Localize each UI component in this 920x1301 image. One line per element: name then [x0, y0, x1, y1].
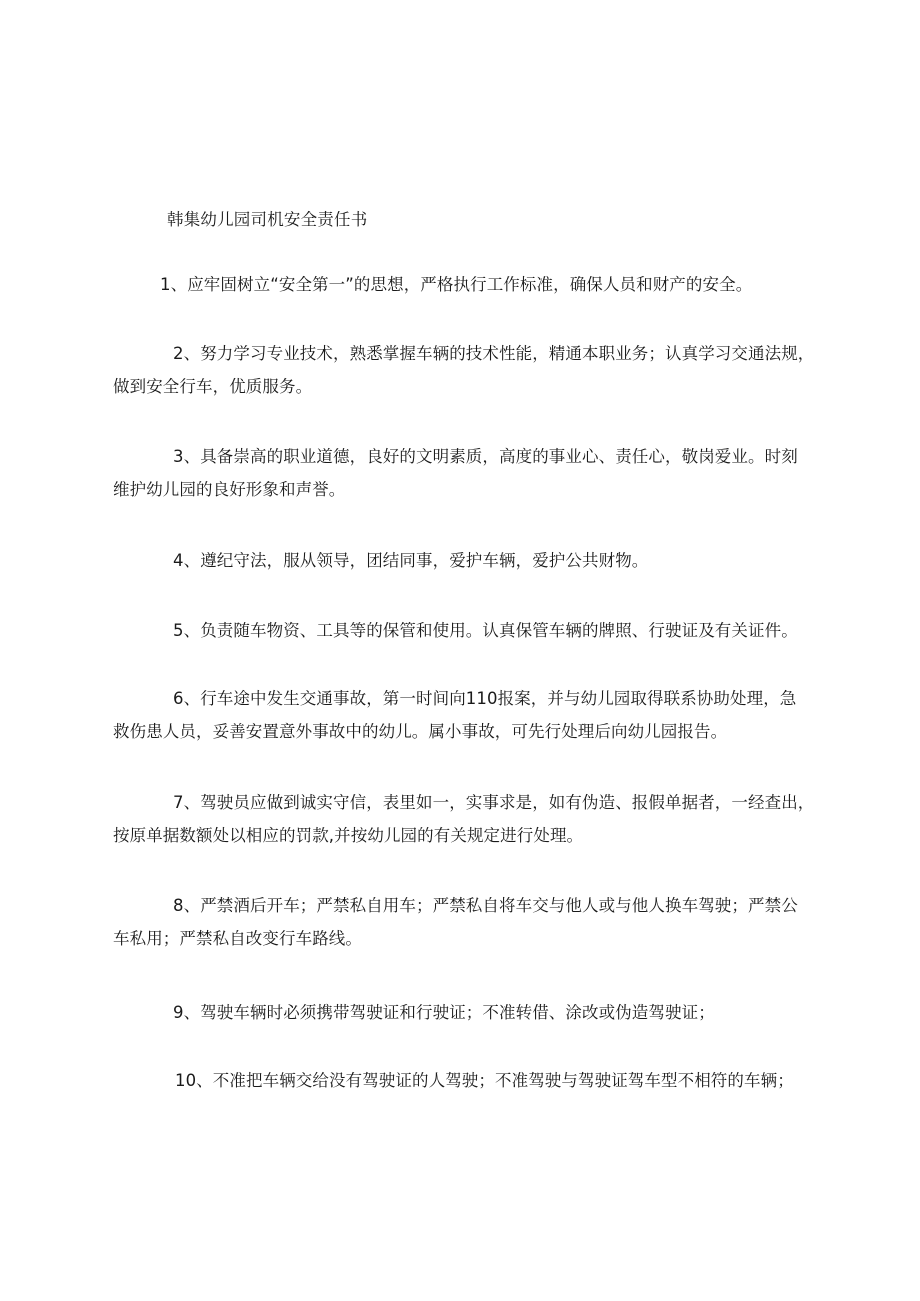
clause-7-line-2: 按原单据数额处以相应的罚款,并按幼儿园的有关规定进行处理。	[113, 826, 584, 845]
document-title: 韩集幼儿园司机安全责任书	[167, 210, 368, 229]
clause-1	[160, 268, 860, 301]
clause-10	[113, 1064, 813, 1097]
clause-3	[113, 440, 813, 506]
clause-7	[113, 786, 813, 852]
clause-10-line-1: 10、不准把车辆交给没有驾驶证的人驾驶；不准驾驶与驾驶证驾车型不相符的车辆；	[175, 1071, 794, 1090]
clause-4	[113, 544, 813, 577]
clause-6-line-2: 救伤患人员，妥善安置意外事故中的幼儿。属小事故，可先行处理后向幼儿园报告。	[113, 722, 728, 741]
clause-7-line-1: 7、驾驶员应做到诚实守信，表里如一，实事求是，如有伪造、报假单据者，一经查出，	[173, 793, 815, 812]
clause-2-line-2: 做到安全行车，优质服务。	[113, 377, 313, 396]
clause-3-line-1: 3、具备崇高的职业道德，良好的文明素质，高度的事业心、责任心，敬岗爱业。时刻	[173, 447, 798, 466]
clause-2-line-1: 2、努力学习专业技术，熟悉掌握车辆的技术性能，精通本职业务；认真学习交通法规，	[173, 344, 815, 363]
clause-6-line-1: 6、行车途中发生交通事故，第一时间向110报案，并与幼儿园取得联系协助处理，急	[173, 689, 797, 708]
clause-5	[113, 614, 813, 647]
clause-8-line-2: 车私用；严禁私自改变行车路线。	[113, 929, 362, 948]
clause-4-line-1: 4、遵纪守法，服从领导，团结同事，爱护车辆，爱护公共财物。	[173, 551, 649, 570]
clause-8	[113, 889, 813, 955]
clause-1-line-1: 1、应牢固树立“安全第一”的思想，严格执行工作标准，确保人员和财产的安全。	[160, 275, 753, 294]
clause-9-line-1: 9、驾驶车辆时必须携带驾驶证和行驶证；不准转借、涂改或伪造驾驶证；	[173, 1003, 715, 1022]
clause-5-line-1: 5、负责随车物资、工具等的保管和使用。认真保管车辆的牌照、行驶证及有关证件。	[173, 621, 798, 640]
clause-8-line-1: 8、严禁酒后开车；严禁私自用车；严禁私自将车交与他人或与他人换车驾驶；严禁公	[173, 896, 798, 915]
clause-6	[113, 682, 813, 748]
clause-9	[113, 996, 813, 1029]
clause-3-line-2: 维护幼儿园的良好形象和声誉。	[113, 480, 346, 499]
clause-2	[113, 337, 813, 403]
